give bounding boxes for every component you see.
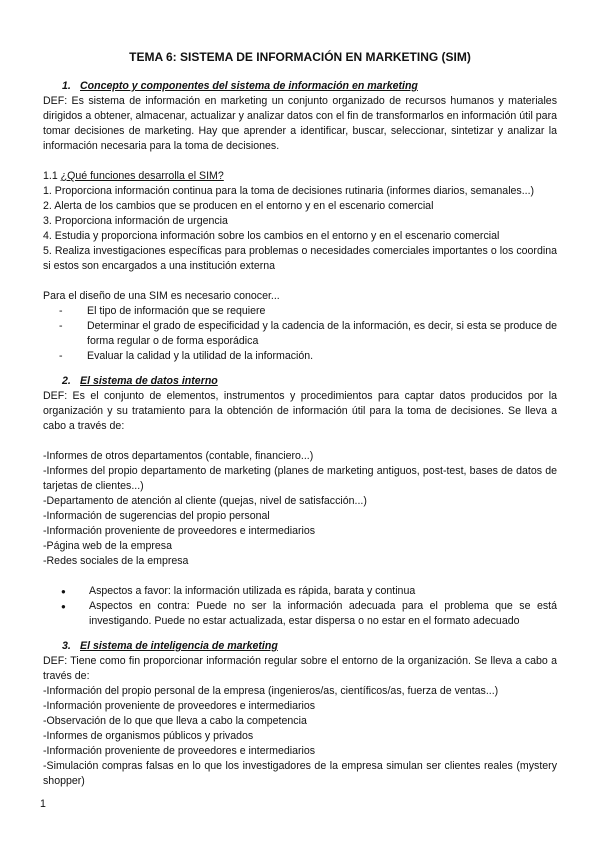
list-item: -Información del propio personal de la empresa (ingenieros/as, científicos/as, fuerza de ventas...) <box>43 685 499 697</box>
section-1-heading <box>43 79 557 94</box>
list-item: -Informes de organismos públicos y privados <box>43 730 254 742</box>
list-item: -Informes del propio departamento de marketing (planes de marketing antiguos, post-test, bases de datos de tarjetas de clientes...) <box>43 465 557 492</box>
list-item: -Informes de otros departamentos (contable, financiero...) <box>43 450 314 462</box>
list-item: - El tipo de información que se requiere <box>53 304 557 319</box>
section-2-title: El sistema de datos interno <box>80 375 218 387</box>
list-item: - Evaluar la calidad y la utilidad de la información. <box>53 349 557 364</box>
section-2-number: 2. <box>62 375 71 387</box>
list-item: -Información proveniente de proveedores e intermediarios <box>43 700 316 712</box>
list-item: -Redes sociales de la empresa <box>43 555 189 567</box>
list-item: -Observación de lo que que lleva a cabo la competencia <box>43 715 307 727</box>
list-item: ● Aspectos en contra: Puede no ser la información adecuada para el problema que se está investigando. Puede no estar actualizada, estar dispersa o no estar en el formato adecuado <box>53 599 557 629</box>
section-3-title: El sistema de inteligencia de marketing <box>80 640 278 652</box>
design-intro: Para el diseño de una SIM es necesario conocer... <box>43 290 280 302</box>
design-list <box>43 304 557 364</box>
section-2-definition: DEF: Es el conjunto de elementos, instrumentos y procedimientos para captar datos producidos por la organización y su tratamiento para la obtención de información útil para la toma de decisiones. Se lleva a cabo a través de: <box>43 390 557 432</box>
function-item: 5. Realiza investigaciones específicas para problemas o necesidades comerciales importantes o los coordina si estos son encargados a una institución externa <box>43 245 557 272</box>
page-number: 1 <box>40 798 46 810</box>
section-3-heading <box>43 639 557 654</box>
section-3-definition: DEF: Tiene como fin proporcionar información regular sobre el entorno de la organización. Se lleva a cabo a través de: <box>43 655 557 682</box>
function-item: 4. Estudia y proporciona información sobre los cambios en el entorno y en el escenario comercial <box>43 230 500 242</box>
list-item: -Simulación compras falsas en lo que los investigadores de la empresa simulan ser clientes reales (mystery shopper) <box>43 760 557 787</box>
section-1-definition: DEF: Es sistema de información en marketing un conjunto organizado de recursos humanos y materiales dirigidos a obtener, almacenar, actualizar y analizar datos con el fin de transformarlos en información útil para tomar decisiones de marketing. Hay que aprender a identificar, buscar, seleccionar, sintetizar y analizar la información necesaria para la toma de decisiones. <box>43 95 557 152</box>
list-item: - Determinar el grado de especificidad y la cadencia de la información, es decir, si esta se produce de forma regular o de forma esporádica <box>53 319 557 349</box>
list-item: ● Aspectos a favor: la información utilizada es rápida, barata y continua <box>53 584 557 599</box>
subsection-1-1-heading: 1.1 ¿Qué funciones desarrolla el SIM? <box>43 170 224 182</box>
section-2-heading <box>43 374 557 389</box>
section-1-title: Concepto y componentes del sistema de información en marketing <box>80 80 418 92</box>
aspects-list <box>43 584 557 629</box>
function-item: 1. Proporciona información continua para la toma de decisiones rutinaria (informes diarios, semanales...) <box>43 185 535 197</box>
list-item: -Información proveniente de proveedores e intermediarios <box>43 525 316 537</box>
list-item: -Información de sugerencias del propio personal <box>43 510 270 522</box>
document-title: TEMA 6: SISTEMA DE INFORMACIÓN EN MARKETING (SIM) <box>129 50 471 64</box>
function-item: 2. Alerta de los cambios que se producen en el entorno y en el escenario comercial <box>43 200 434 212</box>
list-item: -Información proveniente de proveedores e intermediarios <box>43 745 316 757</box>
section-1-number: 1. <box>62 80 71 92</box>
list-item: -Departamento de atención al cliente (quejas, nivel de satisfacción...) <box>43 495 367 507</box>
list-item: -Página web de la empresa <box>43 540 172 552</box>
function-item: 3. Proporciona información de urgencia <box>43 215 228 227</box>
section-3-number: 3. <box>62 640 71 652</box>
